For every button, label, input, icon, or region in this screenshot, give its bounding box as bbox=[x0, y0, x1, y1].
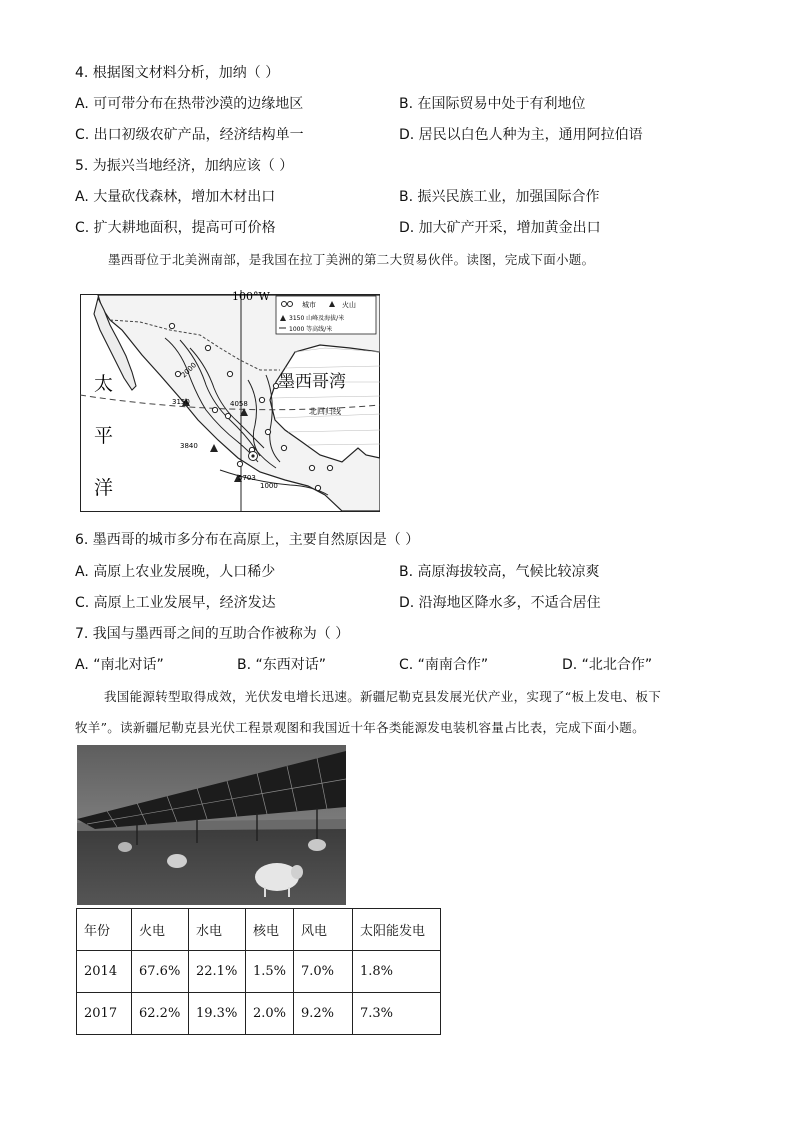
gulf-label: 墨西哥湾 bbox=[278, 372, 346, 392]
header-hydro: 水电 bbox=[189, 909, 246, 951]
peak-label-1: 3150 bbox=[172, 398, 190, 406]
q6-option-b: B. 高原海拔较高，气候比较凉爽 bbox=[399, 564, 600, 580]
q5-option-c: C. 扩大耕地面积，提高可可价格 bbox=[75, 220, 276, 236]
peak-label-4: 5703 bbox=[238, 474, 256, 482]
peak-label-2: 4058 bbox=[230, 400, 248, 408]
table-cell: 62.2% bbox=[132, 993, 189, 1035]
legend-city-symbol bbox=[282, 302, 287, 307]
table-row bbox=[77, 993, 441, 1035]
header-thermal: 火电 bbox=[132, 909, 189, 951]
q7-stem: 7. 我国与墨西哥之间的互助合作被称为（ ） bbox=[75, 626, 350, 642]
q4-option-c: C. 出口初级农矿产品，经济结构单一 bbox=[75, 127, 304, 143]
table-cell: 1.5% bbox=[246, 951, 294, 993]
solar-intro-line-1: 我国能源转型取得成效，光伏发电增长迅速。新疆尼勒克县发展光伏产业，实现了“板上发电、板下 bbox=[104, 689, 662, 704]
q6-stem: 6. 墨西哥的城市多分布在高原上，主要自然原因是（ ） bbox=[75, 532, 420, 548]
table-cell: 22.1% bbox=[189, 951, 246, 993]
q5-option-b: B. 振兴民族工业，加强国际合作 bbox=[399, 189, 600, 205]
meridian-label: 100°W bbox=[232, 290, 270, 303]
header-wind: 风电 bbox=[294, 909, 353, 951]
mexico-map bbox=[80, 290, 380, 512]
table-cell: 2017 bbox=[77, 993, 132, 1035]
table-cell: 7.3% bbox=[353, 993, 441, 1035]
q4-option-b: B. 在国际贸易中处于有利地位 bbox=[399, 96, 586, 112]
q5-stem: 5. 为振兴当地经济，加纳应该（ ） bbox=[75, 158, 294, 174]
tropic-label: 北回归线 bbox=[309, 407, 341, 416]
peak-label-3: 3840 bbox=[180, 442, 198, 450]
q5-option-d: D. 加大矿产开采，增加黄金出口 bbox=[399, 220, 601, 236]
contour-label-2000: 2000 bbox=[179, 361, 199, 380]
contour-label-1000: 1000 bbox=[260, 482, 278, 490]
q5-option-a: A. 大量砍伐森林，增加木材出口 bbox=[75, 189, 276, 205]
table-cell: 67.6% bbox=[132, 951, 189, 993]
table-cell: 19.3% bbox=[189, 993, 246, 1035]
legend-volcano-label: 火山 bbox=[342, 301, 356, 309]
q7-option-d: D. “北北合作” bbox=[562, 657, 653, 673]
ocean-char-1: 太 bbox=[94, 373, 114, 395]
q7-option-a: A. “南北对话” bbox=[75, 657, 164, 673]
header-nuclear: 核电 bbox=[246, 909, 294, 951]
q6-option-c: C. 高原上工业发展早，经济发达 bbox=[75, 595, 276, 611]
q6-option-d: D. 沿海地区降水多，不适合居住 bbox=[399, 595, 601, 611]
header-solar: 太阳能发电 bbox=[353, 909, 441, 951]
header-year: 年份 bbox=[77, 909, 132, 951]
table-cell: 9.2% bbox=[294, 993, 353, 1035]
q4-option-d: D. 居民以白色人种为主，通用阿拉伯语 bbox=[399, 127, 643, 143]
ocean-char-3: 洋 bbox=[94, 477, 114, 499]
table-cell: 7.0% bbox=[294, 951, 353, 993]
mexico-intro: 墨西哥位于北美洲南部，是我国在拉丁美洲的第二大贸易伙伴。读图，完成下面小题。 bbox=[108, 252, 595, 267]
q6-option-a: A. 高原上农业发展晚，人口稀少 bbox=[75, 564, 276, 580]
table-cell: 2.0% bbox=[246, 993, 294, 1035]
energy-capacity-table bbox=[76, 908, 441, 1035]
solar-intro-line-2: 牧羊”。读新疆尼勒克县光伏工程景观图和我国近十年各类能源发电装机容量占比表，完成下面小题。 bbox=[75, 720, 645, 735]
table-header-row bbox=[77, 909, 441, 951]
table-cell: 2014 bbox=[77, 951, 132, 993]
q4-option-a: A. 可可带分布在热带沙漠的边缘地区 bbox=[75, 96, 304, 112]
table-cell: 1.8% bbox=[353, 951, 441, 993]
q7-option-b: B. “东西对话” bbox=[237, 657, 327, 673]
q4-stem: 4. 根据图文材料分析，加纳（ ） bbox=[75, 65, 280, 81]
q7-option-c: C. “南南合作” bbox=[399, 657, 489, 673]
ocean-char-2: 平 bbox=[94, 425, 114, 447]
table-row bbox=[77, 951, 441, 993]
legend-peak-label: 3150 山峰及海拔/米 bbox=[289, 315, 345, 322]
legend-contour-label: 1000 等高线/米 bbox=[289, 326, 333, 333]
solar-farm-photo bbox=[77, 745, 346, 905]
legend-city-label: 城市 bbox=[302, 301, 316, 309]
